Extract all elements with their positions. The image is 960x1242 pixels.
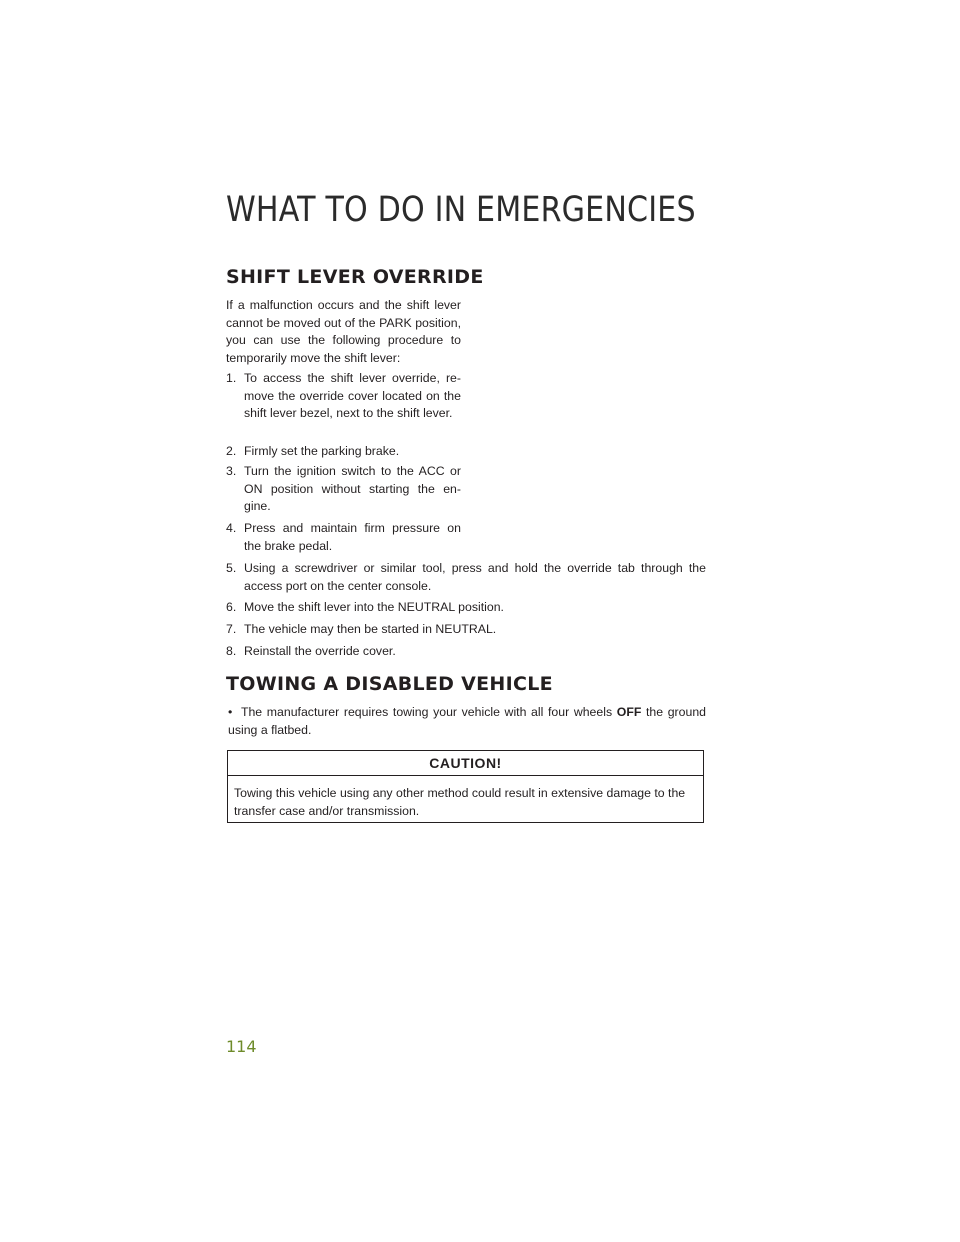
step-item [226,560,706,595]
bullet-marker: • [228,705,233,719]
step-text: Press and maintain firm pressure on the brake pedal. [244,521,461,553]
caution-title: CAUTION! [228,751,703,776]
step-number: 1. [226,371,237,385]
chapter-title: WHAT TO DO IN EMERGENCIES [226,190,696,230]
step-number: 3. [226,464,237,478]
caution-body: Towing this vehicle using any other method could result in extensive damage to the transfer case and/or transmission. [234,786,686,818]
step-number: 6. [226,600,237,614]
step-item [226,599,706,617]
step-number: 2. [226,444,237,458]
step-number: 5. [226,561,237,575]
step-text: Firmly set the parking brake. [244,444,400,458]
bullet-emphasis: OFF [616,705,642,719]
step-text: To access the shift lever override, re-move the override cover located on the shift lever bezel, next to the shift lever. [244,371,461,420]
step-text: Using a screwdriver or similar tool, press and hold the override tab through the access port on the center console. [244,561,706,593]
step-item [226,463,461,516]
caution-box [227,750,704,823]
intro-paragraph: If a malfunction occurs and the shift lever cannot be moved out of the PARK position, you can use the following procedure to temporarily move the shift lever: [226,298,461,365]
bullet-item [228,704,706,739]
bullet-text-before: The manufacturer requires towing your vehicle with all four wheels [240,705,613,719]
section-heading-shift-lever-override: SHIFT LEVER OVERRIDE [226,266,484,288]
step-item [226,370,461,423]
section-heading-towing: TOWING A DISABLED VEHICLE [226,673,553,695]
step-text: Reinstall the override cover. [244,644,396,658]
step-item [226,443,461,461]
step-text: Move the shift lever into the NEUTRAL position. [244,600,504,614]
step-number: 8. [226,644,237,658]
step-number: 4. [226,521,237,535]
step-text: Turn the ignition switch to the ACC or ON position without starting the en-gine. [244,464,461,513]
step-number: 7. [226,622,237,636]
step-item [226,643,706,661]
step-item [226,520,461,555]
step-item [226,621,706,639]
page-number: 114 [226,1037,257,1056]
step-text: The vehicle may then be started in NEUTRAL. [244,622,497,636]
bullet-text-after: the ground using a flatbed. [228,705,707,737]
